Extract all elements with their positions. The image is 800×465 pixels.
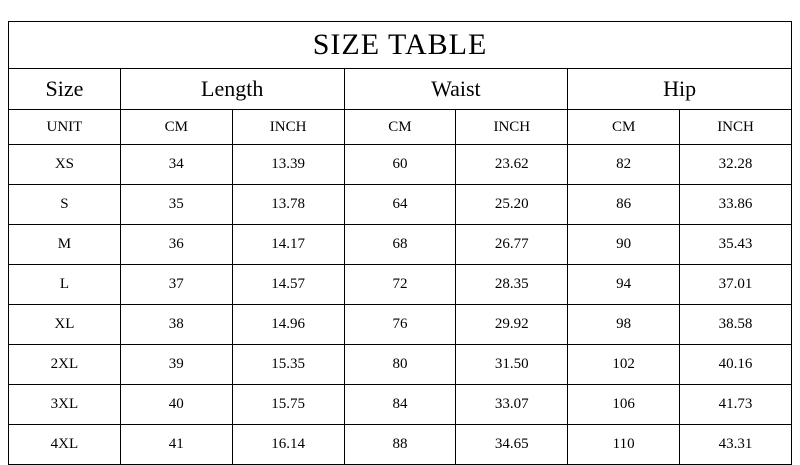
row-hip-inch: 37.01 [680, 265, 792, 305]
group-header-waist: Waist [344, 69, 568, 110]
row-waist-cm: 68 [344, 225, 456, 265]
row-length-cm: 39 [120, 345, 232, 385]
table-title-row [9, 22, 792, 69]
row-hip-cm: 106 [568, 385, 680, 425]
unit-waist-inch: INCH [456, 110, 568, 145]
unit-label: UNIT [9, 110, 121, 145]
row-hip-cm: 90 [568, 225, 680, 265]
table-row [9, 185, 792, 225]
row-length-cm: 41 [120, 425, 232, 465]
row-length-inch: 14.96 [232, 305, 344, 345]
row-waist-inch: 25.20 [456, 185, 568, 225]
row-length-cm: 40 [120, 385, 232, 425]
table-row [9, 265, 792, 305]
row-waist-cm: 84 [344, 385, 456, 425]
row-hip-cm: 94 [568, 265, 680, 305]
row-hip-inch: 43.31 [680, 425, 792, 465]
unit-length-inch: INCH [232, 110, 344, 145]
row-waist-cm: 80 [344, 345, 456, 385]
row-length-inch: 13.39 [232, 145, 344, 185]
row-waist-cm: 88 [344, 425, 456, 465]
page-title: SIZE TABLE [9, 22, 792, 69]
table-unit-row [9, 110, 792, 145]
row-length-cm: 35 [120, 185, 232, 225]
row-size-label: 2XL [9, 345, 121, 385]
row-waist-inch: 29.92 [456, 305, 568, 345]
row-length-cm: 34 [120, 145, 232, 185]
row-size-label: S [9, 185, 121, 225]
row-hip-cm: 98 [568, 305, 680, 345]
unit-length-cm: CM [120, 110, 232, 145]
row-hip-cm: 110 [568, 425, 680, 465]
group-header-size: Size [9, 69, 121, 110]
row-length-inch: 14.17 [232, 225, 344, 265]
table-group-header-row [9, 69, 792, 110]
unit-waist-cm: CM [344, 110, 456, 145]
row-hip-cm: 82 [568, 145, 680, 185]
row-hip-inch: 38.58 [680, 305, 792, 345]
row-hip-inch: 33.86 [680, 185, 792, 225]
unit-hip-inch: INCH [680, 110, 792, 145]
row-length-cm: 36 [120, 225, 232, 265]
row-size-label: 3XL [9, 385, 121, 425]
table-row [9, 425, 792, 465]
size-table [8, 21, 792, 465]
table-row [9, 145, 792, 185]
row-length-inch: 13.78 [232, 185, 344, 225]
row-waist-inch: 28.35 [456, 265, 568, 305]
row-length-inch: 16.14 [232, 425, 344, 465]
row-size-label: M [9, 225, 121, 265]
row-size-label: L [9, 265, 121, 305]
unit-hip-cm: CM [568, 110, 680, 145]
row-length-cm: 38 [120, 305, 232, 345]
row-hip-cm: 102 [568, 345, 680, 385]
table-row [9, 385, 792, 425]
row-hip-inch: 40.16 [680, 345, 792, 385]
row-length-inch: 14.57 [232, 265, 344, 305]
row-length-cm: 37 [120, 265, 232, 305]
row-hip-inch: 35.43 [680, 225, 792, 265]
row-waist-inch: 34.65 [456, 425, 568, 465]
row-hip-inch: 32.28 [680, 145, 792, 185]
row-waist-cm: 76 [344, 305, 456, 345]
table-row [9, 345, 792, 385]
row-waist-cm: 60 [344, 145, 456, 185]
row-hip-inch: 41.73 [680, 385, 792, 425]
table-row [9, 305, 792, 345]
row-waist-cm: 64 [344, 185, 456, 225]
row-size-label: XS [9, 145, 121, 185]
row-hip-cm: 86 [568, 185, 680, 225]
group-header-length: Length [120, 69, 344, 110]
row-waist-inch: 33.07 [456, 385, 568, 425]
group-header-hip: Hip [568, 69, 792, 110]
row-length-inch: 15.75 [232, 385, 344, 425]
row-waist-cm: 72 [344, 265, 456, 305]
row-size-label: XL [9, 305, 121, 345]
row-waist-inch: 26.77 [456, 225, 568, 265]
row-length-inch: 15.35 [232, 345, 344, 385]
row-size-label: 4XL [9, 425, 121, 465]
row-waist-inch: 31.50 [456, 345, 568, 385]
table-row [9, 225, 792, 265]
row-waist-inch: 23.62 [456, 145, 568, 185]
